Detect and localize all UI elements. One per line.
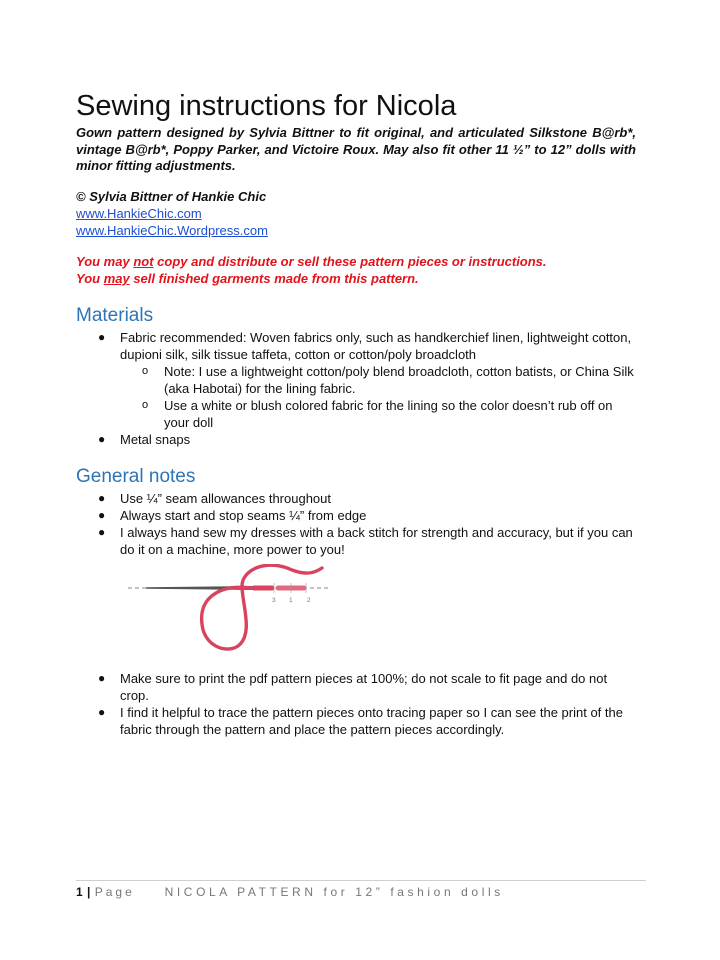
sub-bullet-icon: o bbox=[142, 399, 149, 411]
materials-list bbox=[76, 329, 636, 448]
copyright-line: © Sylvia Bittner of Hankie Chic bbox=[76, 188, 267, 204]
bullet-icon: ● bbox=[98, 432, 106, 446]
links bbox=[76, 205, 636, 239]
page-footer bbox=[76, 880, 646, 899]
page-number: 1 bbox=[76, 885, 84, 899]
list-item: ● Metal snaps bbox=[98, 432, 191, 447]
list-item: o Use a white or blush colored fabric for the lining so the color doesn’t rub off on your doll bbox=[142, 398, 613, 430]
footer-separator: | bbox=[87, 885, 91, 899]
stitch-label-3: 3 bbox=[272, 597, 276, 604]
stitch-label-2: 2 bbox=[307, 597, 311, 604]
list-item: ● Use ¼” seam allowances throughout bbox=[98, 491, 332, 506]
page-word: Page bbox=[94, 885, 135, 899]
needle-thread-illustration bbox=[76, 564, 636, 664]
bullet-icon: ● bbox=[98, 705, 106, 719]
general-notes-heading: General notes bbox=[76, 466, 196, 487]
materials-sublist bbox=[120, 363, 636, 431]
copyright-warning bbox=[76, 253, 636, 287]
bullet-icon: ● bbox=[98, 525, 106, 539]
subtitle: Gown pattern designed by Sylvia Bittner to fit original, and articulated Silkstone B@rb*, vintage B@rb*, Poppy Parker, and Victoire Roux. May also fit other 11 ½” to 12” dolls with minor fitting adjustments. bbox=[76, 125, 636, 173]
list-item: ● Make sure to print the pdf pattern pieces at 100%; do not scale to fit page and do not crop. bbox=[98, 671, 608, 703]
materials-heading: Materials bbox=[76, 305, 154, 326]
back-stitch-diagram bbox=[76, 564, 636, 664]
stitch-label-1: 1 bbox=[289, 597, 293, 604]
bullet-icon: ● bbox=[98, 491, 106, 505]
footer-doc-title: NICOLA PATTERN for 12” fashion dolls bbox=[164, 885, 504, 899]
list-item: o Note: I use a lightweight cotton/poly blend broadcloth, cotton batists, or China Silk (aka Habotai) for the lining fabric. bbox=[142, 364, 634, 396]
document-page bbox=[76, 88, 636, 738]
warning-line-2: You may sell finished garments made from this pattern. bbox=[76, 271, 419, 286]
thread-path bbox=[202, 565, 322, 649]
general-notes-list-continued bbox=[76, 670, 636, 738]
list-item: ● I always hand sew my dresses with a back stitch for strength and accuracy, but if you can do it on a machine, more power to you! bbox=[98, 525, 633, 557]
bullet-icon: ● bbox=[98, 508, 106, 522]
sub-bullet-icon: o bbox=[142, 365, 149, 377]
page-title: Sewing instructions for Nicola bbox=[76, 90, 457, 122]
list-item: ● Always start and stop seams ¼” from edge bbox=[98, 508, 367, 523]
list-item: ● Fabric recommended: Woven fabrics only, such as handkerchief linen, lightweight cotton, dupioni silk, silk tissue taffeta, cotton or cotton/poly broadcloth o Note: I use a lightweight cotton/poly blend broadcloth, cotton batists, or China Silk (aka Habotai) for the lining fabric. o Use a white or blush colored fabric for the lining so the color doesn’t rub off on your doll bbox=[76, 329, 636, 431]
list-item: ● I find it helpful to trace the pattern pieces onto tracing paper so I can see the print of the fabric through the pattern and place the pattern pieces accordingly. bbox=[98, 705, 623, 737]
warning-line-1: You may not copy and distribute or sell these pattern pieces or instructions. bbox=[76, 254, 547, 269]
general-notes-list bbox=[76, 490, 636, 558]
bullet-icon: ● bbox=[98, 671, 106, 685]
link-hankiechic[interactable]: www.HankieChic.com bbox=[76, 206, 202, 221]
link-hankiechic-wordpress[interactable]: www.HankieChic.Wordpress.com bbox=[76, 223, 268, 238]
stitch-segment bbox=[252, 586, 274, 591]
bullet-icon: ● bbox=[98, 330, 106, 344]
